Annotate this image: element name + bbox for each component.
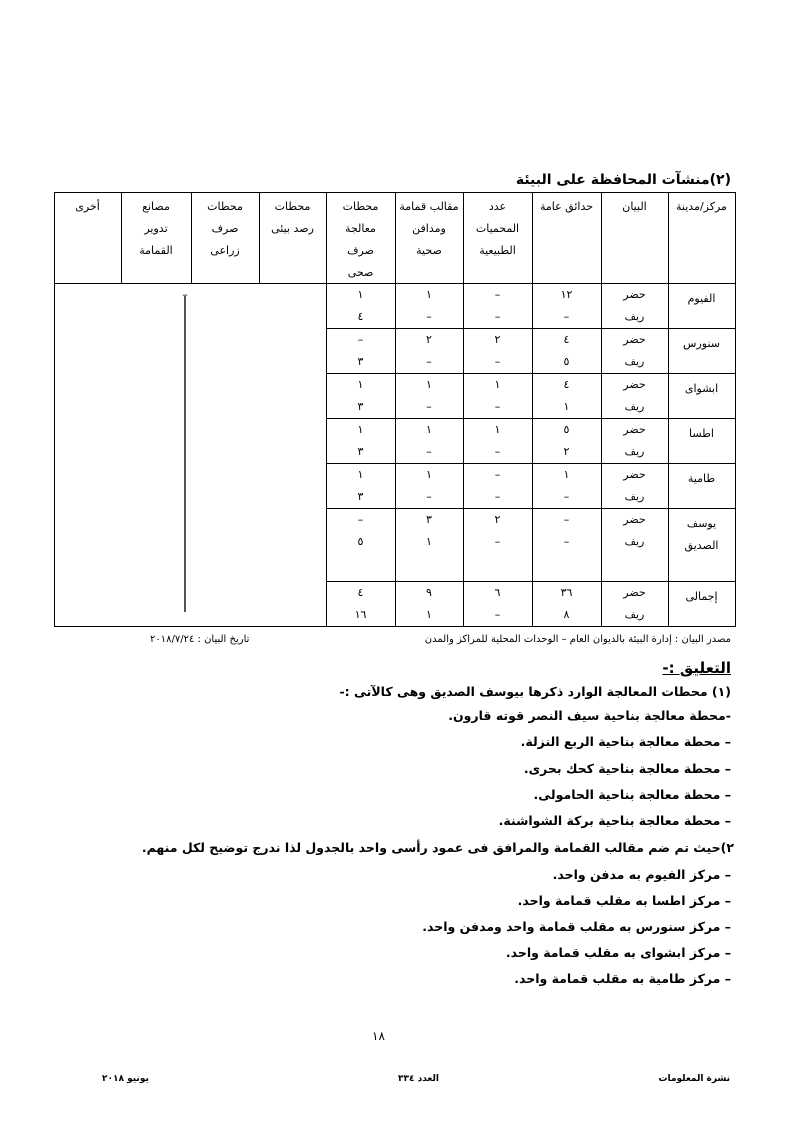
cell-gardens: ١٢: [560, 288, 573, 301]
comment-heading: التعليق :-: [662, 659, 731, 677]
paragraph-2: ٢)حيث تم ضم مقالب القمامة والمرافق فى عمود رأسى واحد بالجدول لذا ندرج توضيح لكل منهم.: [141, 840, 734, 855]
cell-treatment: ٣: [357, 445, 364, 458]
footer-publication: نشرة المعلومات: [658, 1074, 730, 1084]
cell-landfills: ١: [426, 423, 432, 436]
cell-reserves: ٦: [494, 586, 501, 599]
cell-reserves: –: [494, 310, 501, 323]
cell-treatment: ٣: [357, 400, 364, 413]
cell-landfills: ١: [426, 378, 432, 391]
cell-gardens: ٤: [563, 333, 570, 346]
cell-gardens: ٥: [563, 423, 570, 436]
cell-gardens: –: [563, 310, 570, 323]
cell-treatment: ١٦: [354, 608, 367, 621]
cell-gardens: ٣٦: [560, 586, 573, 599]
row-type-label: ريف: [624, 355, 645, 368]
header-gardens: حدائق عامة: [539, 200, 594, 213]
cell-landfills: –: [426, 490, 432, 503]
row-type-label: حضر: [623, 333, 646, 346]
cell-reserves: –: [494, 400, 501, 413]
cell-landfills: ١: [426, 288, 432, 301]
header-landfills: مقالب قمامة ومدافن صحية: [399, 200, 459, 257]
center-item: – مركز ابشواى به مقلب قمامة واحد.: [505, 945, 731, 960]
row-type-label: حضر: [623, 468, 646, 481]
cell-reserves: –: [494, 445, 501, 458]
header-other: أخرى: [75, 200, 100, 213]
row-type-label: حضر: [623, 423, 646, 436]
cell-treatment: ١: [357, 378, 364, 391]
cell-treatment: ١: [357, 423, 364, 436]
cell-treatment: –: [357, 513, 364, 526]
row-center-name: يوسف الصديق: [684, 517, 719, 552]
row-type-label: ريف: [624, 400, 645, 413]
station-item: – محطة معالجة بناحية الحامولى.: [533, 787, 731, 802]
cell-reserves: ١: [494, 423, 501, 436]
cell-reserves: –: [494, 535, 501, 548]
row-type-label: حضر: [623, 513, 646, 526]
header-center: مركز/مدينة: [676, 200, 727, 213]
cell-landfills: –: [426, 310, 432, 323]
source-line: مصدر البيان : إدارة البيئة بالديوان العام – الوحدات المحلية للمراكز والمدن: [424, 634, 731, 645]
date-line: تاريخ البيان : ٢٠١٨/٧/٢٤: [150, 634, 250, 645]
header-recycling: مصانع تدوير القمامة: [139, 200, 173, 257]
row-center-name: سنورس: [683, 337, 720, 350]
section-title: (٢)منشآت المحافظة على البيئة: [515, 172, 731, 188]
cell-treatment: ٤: [357, 586, 364, 599]
cell-reserves: ٢: [494, 513, 501, 526]
cell-gardens: ٤: [563, 378, 570, 391]
cell-landfills: ١: [426, 468, 432, 481]
cell-reserves: ٢: [494, 333, 501, 346]
center-item: – مركز الفيوم به مدفن واحد.: [552, 867, 731, 882]
center-item: – مركز اطسا به مقلب قمامة واحد.: [517, 893, 731, 908]
station-item: – محطة معالجة بناحية بركة الشواشنة.: [498, 813, 731, 828]
row-type-label: ريف: [624, 490, 645, 503]
cell-gardens: ١: [563, 468, 570, 481]
cell-gardens: –: [563, 513, 570, 526]
center-item: – مركز سنورس به مقلب قمامة واحد ومدفن واحد.: [422, 919, 731, 934]
cell-landfills: –: [426, 355, 432, 368]
paragraph-1: (١) محطات المعالجة الوارد ذكرها بيوسف الصديق وهى كالآتى :-: [339, 684, 731, 699]
cell-reserves: –: [494, 490, 501, 503]
cell-gardens: ٢: [563, 445, 570, 458]
row-type-label: حضر: [623, 378, 646, 391]
row-center-name: الفيوم: [687, 292, 716, 305]
row-type-label: حضر: [623, 586, 646, 599]
cell-landfills: ٢: [426, 333, 432, 346]
cell-gardens: –: [563, 490, 570, 503]
row-center-name: طامية: [687, 472, 716, 485]
cell-treatment: ٣: [357, 355, 364, 368]
station-item: – محطة معالجة بناحية كحك بحرى.: [523, 761, 731, 776]
cell-landfills: ٣: [426, 513, 432, 526]
station-item: -محطة معالجة بناحية سيف النصر قوته قارون.: [448, 708, 731, 723]
row-type-label: ريف: [624, 535, 645, 548]
cell-gardens: ٨: [563, 608, 570, 621]
footer-date: يونيو ٢٠١٨: [102, 1074, 149, 1084]
cell-landfills: –: [426, 445, 432, 458]
row-type-label: ريف: [624, 310, 645, 323]
cell-gardens: –: [563, 535, 570, 548]
cell-reserves: –: [494, 288, 501, 301]
merged-cell-mark: –: [182, 288, 188, 301]
row-type-label: حضر: [623, 288, 646, 301]
cell-treatment: ٥: [357, 535, 364, 548]
cell-landfills: –: [426, 400, 432, 413]
cell-gardens: ٥: [563, 355, 570, 368]
cell-treatment: ٤: [357, 310, 364, 323]
header-reserves: عدد المحميات الطبيعية: [475, 200, 520, 257]
footer-issue: العدد ٣٣٤: [398, 1074, 439, 1084]
cell-landfills: ١: [426, 608, 432, 621]
cell-reserves: –: [494, 468, 501, 481]
station-item: – محطة معالجة بناحية الربع النزلة.: [520, 734, 731, 749]
header-monitoring: محطات رصد بيئى: [271, 200, 314, 235]
row-type-label: ريف: [624, 608, 645, 621]
cell-reserves: –: [494, 355, 501, 368]
row-center-name: ابشواى: [684, 382, 719, 395]
row-center-name: اطسا: [689, 427, 714, 440]
row-center-name: إجمالى: [685, 590, 718, 603]
cell-treatment: –: [357, 333, 364, 346]
cell-reserves: ١: [494, 378, 501, 391]
page-number: ١٨: [372, 1029, 385, 1043]
cell-treatment: ٣: [357, 490, 364, 503]
header-treatment: محطات معالجة صرف صحى: [342, 200, 379, 279]
cell-landfills: ٩: [426, 586, 432, 599]
header-agri-drainage: محطات صرف زراعى: [207, 200, 243, 257]
center-item: – مركز طامية به مقلب قمامة واحد.: [514, 971, 731, 986]
row-type-label: ريف: [624, 445, 645, 458]
cell-treatment: ١: [357, 288, 364, 301]
cell-treatment: ١: [357, 468, 364, 481]
cell-reserves: –: [494, 608, 501, 621]
cell-gardens: ١: [563, 400, 570, 413]
header-statement: البيان: [622, 200, 647, 213]
cell-landfills: ١: [426, 535, 432, 548]
